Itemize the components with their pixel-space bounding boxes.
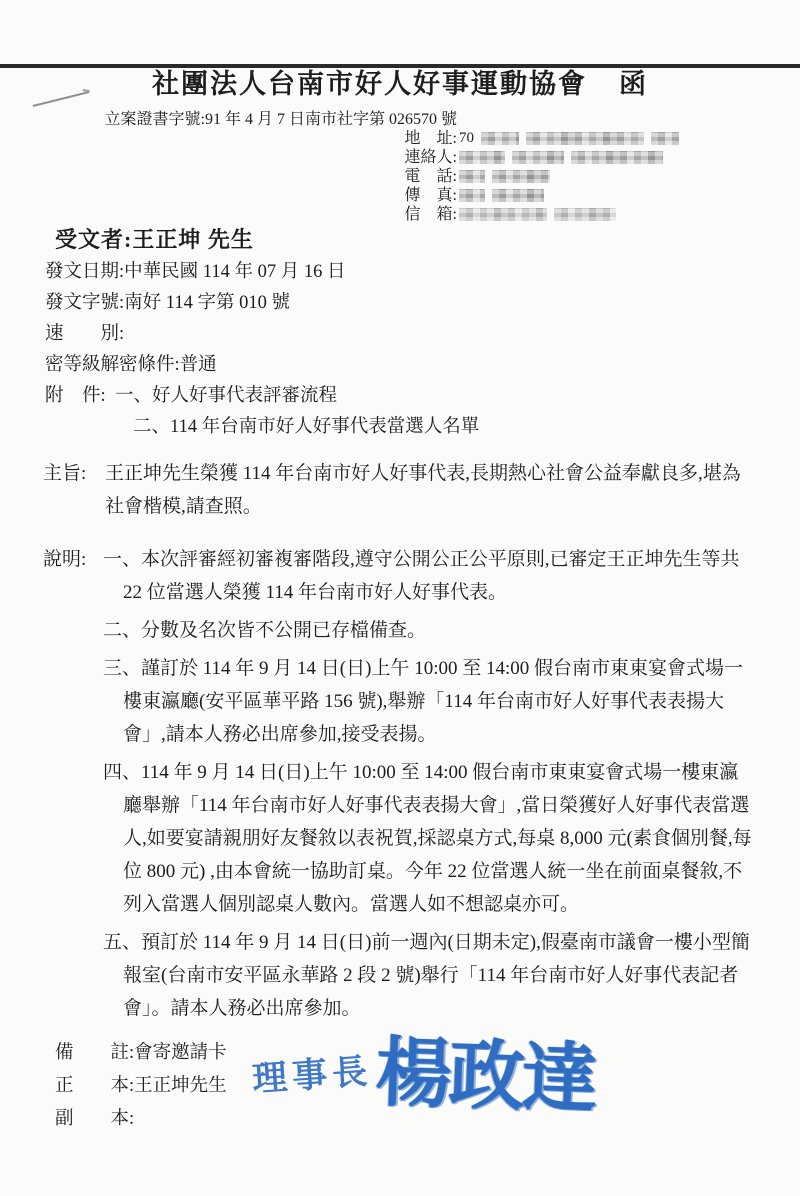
address-value (457, 129, 679, 148)
subject-label: 主旨: (43, 463, 87, 484)
org-name: 社團法人台南市好人好事運動協會 (152, 69, 587, 99)
contact-person-value (457, 151, 663, 164)
email-label: 信 箱: (404, 206, 457, 223)
phone-row (0, 167, 800, 186)
original-copy-value: 王正坤先生 (134, 1076, 227, 1096)
redacted-address-1 (481, 132, 519, 145)
doc-number-value: 南好 114 字第 010 號 (124, 293, 290, 313)
org-info-block (0, 110, 800, 224)
description-item-4: 四、114 年 9 月 14 日(日)上午 10:00 至 14:00 假台南市東東宴會式場一樓東瀛廳舉辦「114 年台南市好人好事代表表揚大會」,當日榮獲好人好事代表當選人,如要宴請親朋好友餐敘以表祝賀,採認桌方式,每桌 8,000 元(素食個別餐,每位 800 元) ,由本會統一協助訂桌。今年 22 位當選人統一坐在前面桌餐敘,不列入當選人個別認桌人數內。當選人如不想認桌亦可。 (103, 762, 752, 915)
address-prefix: 70 (459, 130, 474, 146)
security-row (45, 350, 800, 381)
redacted-address-3 (651, 132, 679, 145)
subject-paragraph (0, 457, 800, 523)
registration-row (0, 110, 800, 129)
redacted-contact-3 (571, 151, 663, 164)
doc-type-label: 函 (619, 69, 648, 99)
recipient-label: 受文者: (55, 227, 133, 252)
address-row (0, 129, 800, 148)
note-value: 會寄邀請卡 (134, 1043, 227, 1063)
email-row (0, 205, 800, 224)
contact-person-label: 連絡人: (404, 149, 457, 166)
speed-label: 速 別: (45, 324, 125, 344)
doc-number-row (45, 288, 800, 319)
redacted-phone-1 (459, 170, 485, 183)
security-label: 密等級解密條件: (45, 355, 180, 375)
note-row (55, 1037, 800, 1070)
contact-person-row (0, 148, 800, 167)
recipient-row (55, 226, 800, 253)
phone-value (457, 170, 550, 183)
fax-row (0, 186, 800, 205)
recipient-name: 王正坤 先生 (132, 227, 254, 252)
description-item-3: 三、謹訂於 114 年 9 月 14 日(日)上午 10:00 至 14:00 假台南市東東宴會式場一樓東瀛廳(安平區華平路 156 號),舉辦「114 年台南市好人好事代表表揚大會」,請本人務必出席參加,接受表揚。 (103, 658, 744, 745)
footer-block (55, 1037, 800, 1136)
original-copy-row (55, 1070, 800, 1103)
description-block (0, 543, 800, 1025)
security-value: 普通 (179, 355, 217, 375)
document-title (0, 64, 800, 104)
attachments-label: 附 件: (45, 386, 106, 406)
redacted-address-2 (526, 132, 644, 145)
cc-label: 副 本: (55, 1109, 135, 1129)
address-label: 地 址: (404, 130, 457, 147)
redacted-phone-2 (492, 170, 550, 183)
note-label: 備 註: (55, 1043, 135, 1063)
cc-row (55, 1103, 800, 1136)
redacted-contact-1 (459, 151, 505, 164)
attachments-block (0, 381, 800, 443)
chairman-title-stamp: 理事長 (250, 1051, 374, 1099)
speed-row (45, 319, 800, 350)
fax-label: 傳 真: (404, 187, 457, 204)
issue-date-value: 中華民國 114 年 07 月 16 日 (124, 262, 346, 282)
redacted-email-2 (554, 208, 616, 221)
description-item-1: 一、本次評審經初審複審階段,遵守公開公正公平原則,已審定王正坤先生等共 22 位當選人榮獲 114 年台南市好人好事代表。 (103, 549, 740, 603)
attachment-item: 二、114 年台南市好人好事代表當選人名單 (133, 417, 480, 437)
redacted-contact-2 (512, 151, 564, 164)
description-item-5: 五、預訂於 114 年 9 月 14 日(日)前一週內(日期未定),假臺南市議會一樓小型簡報室(台南市安平區永華路 2 段 2 號)舉行「114 年台南市好人好事代表記者會」。請本人務必出席參加。 (103, 932, 750, 1019)
issue-date-label: 發文日期: (45, 262, 125, 282)
phone-label: 電 話: (404, 168, 457, 185)
attachment-item: 一、好人好事代表評審流程 (115, 386, 338, 406)
doc-number-label: 發文字號: (45, 293, 125, 313)
subject-text: 王正坤先生榮獲 114 年台南市好人好事代表,長期熱心社會公益奉獻良多,堪為社會楷模,請查照。 (105, 463, 741, 517)
registration-number: 立案證書字號:91 年 4 月 7 日南市社字第 026570 號 (104, 111, 457, 128)
redacted-fax-1 (459, 189, 485, 202)
description-item-2: 二、分數及名次皆不公開已存檔備查。 (103, 620, 427, 641)
chairman-name-signature: 楊政達 (374, 1031, 597, 1123)
original-copy-label: 正 本: (55, 1076, 135, 1096)
redacted-fax-2 (492, 189, 544, 202)
description-label: 說明: (43, 549, 87, 570)
scan-edge-bar (0, 64, 800, 68)
email-value (457, 208, 616, 221)
letter-meta-block (0, 257, 800, 443)
fax-value (457, 189, 544, 202)
redacted-email-1 (459, 208, 547, 221)
issue-date-row (45, 257, 800, 288)
